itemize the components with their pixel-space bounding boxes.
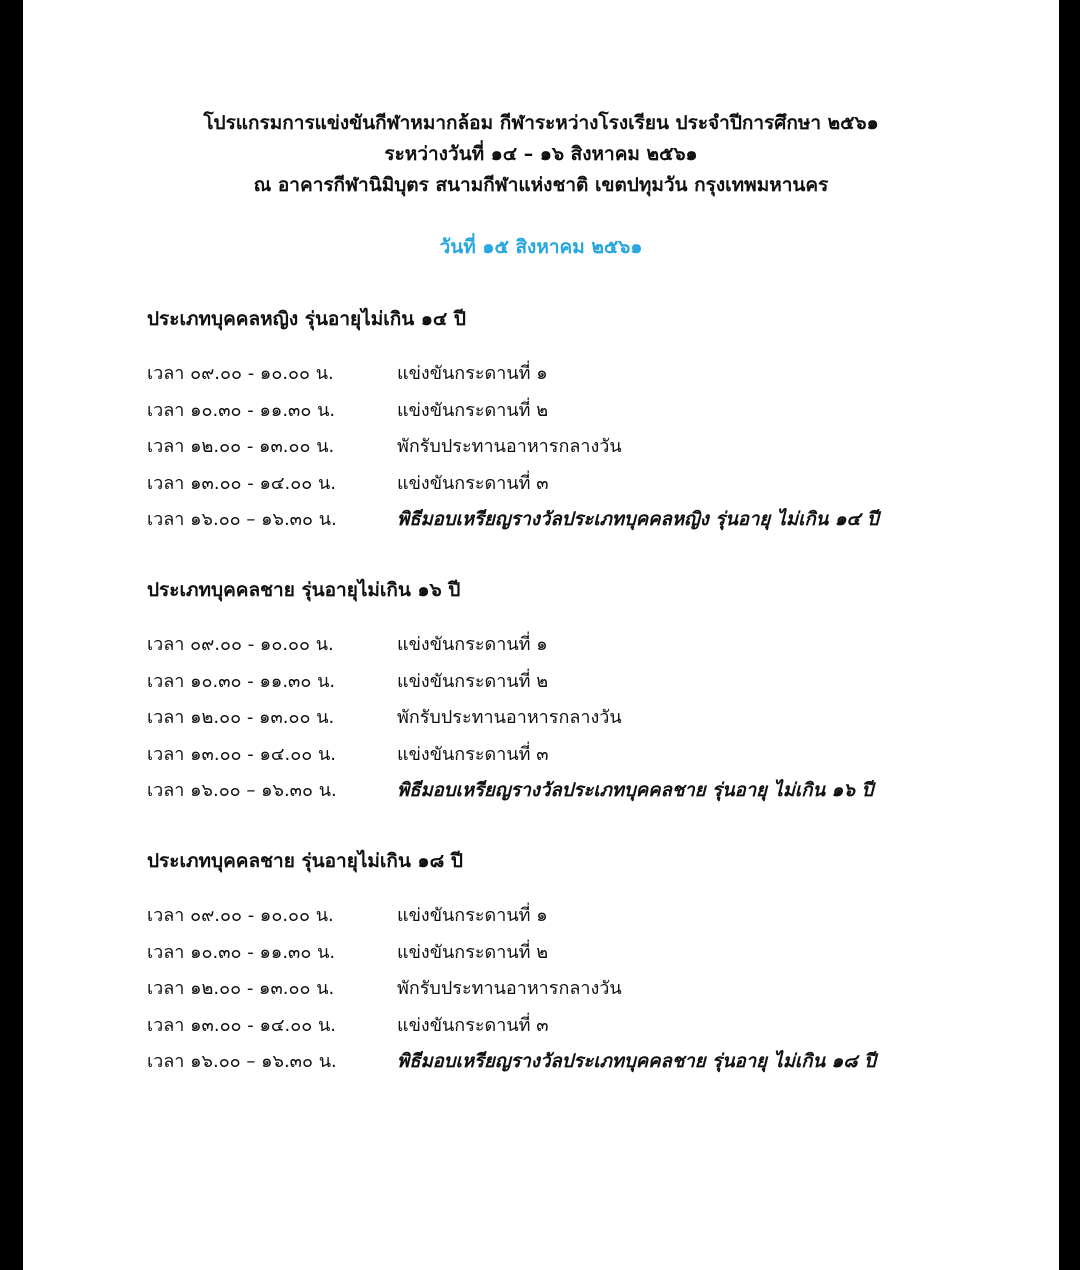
row-activity: พักรับประทานอาหารกลางวัน xyxy=(397,707,622,728)
schedule-row-award xyxy=(147,1044,1027,1081)
document-page xyxy=(23,0,1059,1270)
schedule-row xyxy=(147,971,1027,1008)
row-activity: แข่งขันกระดานที่ ๒ xyxy=(397,399,549,421)
row-activity: แข่งขันกระดานที่ ๓ xyxy=(397,743,549,765)
event-date-range: ระหว่างวันที่ ๑๔ – ๑๖ สิงหาคม ๒๕๖๑ xyxy=(384,143,698,165)
row-time: เวลา ๑๒.๐๐ - ๑๓.๐๐ น. xyxy=(147,978,335,999)
schedule-row xyxy=(147,898,1027,935)
row-time: เวลา ๑๖.๐๐ – ๑๖.๓๐ น. xyxy=(147,1051,337,1072)
schedule-row-award xyxy=(147,502,1027,539)
schedule-date: วันที่ ๑๕ สิงหาคม ๒๕๖๑ xyxy=(439,236,643,258)
schedule-section-boys-u18 xyxy=(147,846,1027,1081)
row-activity: แข่งขันกระดานที่ ๓ xyxy=(397,472,549,494)
row-time: เวลา ๑๖.๐๐ – ๑๖.๓๐ น. xyxy=(147,509,337,530)
row-time: เวลา ๑๒.๐๐ - ๑๓.๐๐ น. xyxy=(147,707,335,728)
row-time: เวลา ๐๙.๐๐ - ๑๐.๐๐ น. xyxy=(147,905,334,926)
section-title: ประเภทบุคคลหญิง รุ่นอายุไม่เกิน ๑๔ ปี xyxy=(147,308,466,330)
schedule-row xyxy=(147,393,1027,430)
row-time: เวลา ๑๐.๓๐ - ๑๑.๓๐ น. xyxy=(147,399,336,421)
row-activity: พักรับประทานอาหารกลางวัน xyxy=(397,978,622,999)
row-time: เวลา ๐๙.๐๐ - ๑๐.๐๐ น. xyxy=(147,363,334,384)
schedule-row xyxy=(147,737,1027,774)
row-activity: พิธีมอบเหรียญรางวัลประเภทบุคคลหญิง รุ่นอายุ ไม่เกิน ๑๔ ปี xyxy=(397,509,879,530)
schedule-row xyxy=(147,664,1027,701)
row-activity: แข่งขันกระดานที่ ๑ xyxy=(397,905,548,926)
row-time: เวลา ๑๖.๐๐ – ๑๖.๓๐ น. xyxy=(147,780,337,801)
schedule-row xyxy=(147,1008,1027,1045)
schedule-section-boys-u16 xyxy=(147,575,1027,810)
section-title: ประเภทบุคคลชาย รุ่นอายุไม่เกิน ๑๖ ปี xyxy=(147,579,461,601)
schedule-row xyxy=(147,466,1027,503)
row-time: เวลา ๐๙.๐๐ - ๑๐.๐๐ น. xyxy=(147,634,334,655)
row-activity: พักรับประทานอาหารกลางวัน xyxy=(397,436,622,457)
row-time: เวลา ๑๒.๐๐ - ๑๓.๐๐ น. xyxy=(147,436,335,457)
schedule-row xyxy=(147,700,1027,737)
row-activity: แข่งขันกระดานที่ ๓ xyxy=(397,1014,549,1036)
row-time: เวลา ๑๓.๐๐ - ๑๔.๐๐ น. xyxy=(147,743,336,765)
schedule-section-girls-u14 xyxy=(147,304,1027,539)
row-time: เวลา ๑๐.๓๐ - ๑๑.๓๐ น. xyxy=(147,670,336,692)
row-activity: แข่งขันกระดานที่ ๒ xyxy=(397,941,549,963)
row-time: เวลา ๑๐.๓๐ - ๑๑.๓๐ น. xyxy=(147,941,336,963)
schedule-row-award xyxy=(147,773,1027,810)
row-activity: พิธีมอบเหรียญรางวัลประเภทบุคคลชาย รุ่นอายุ ไม่เกิน ๑๘ ปี xyxy=(397,1051,876,1072)
schedule-row xyxy=(147,429,1027,466)
schedule-row xyxy=(147,935,1027,972)
row-activity: พิธีมอบเหรียญรางวัลประเภทบุคคลชาย รุ่นอายุ ไม่เกิน ๑๖ ปี xyxy=(397,780,874,801)
row-activity: แข่งขันกระดานที่ ๑ xyxy=(397,363,548,384)
row-time: เวลา ๑๓.๐๐ - ๑๔.๐๐ น. xyxy=(147,472,336,494)
schedule-row xyxy=(147,356,1027,393)
row-activity: แข่งขันกระดานที่ ๒ xyxy=(397,670,549,692)
section-title: ประเภทบุคคลชาย รุ่นอายุไม่เกิน ๑๘ ปี xyxy=(147,850,463,872)
row-activity: แข่งขันกระดานที่ ๑ xyxy=(397,634,548,655)
row-time: เวลา ๑๓.๐๐ - ๑๔.๐๐ น. xyxy=(147,1014,336,1036)
event-venue: ณ อาคารกีฬานิมิบุตร สนามกีฬาแห่งชาติ เขตปทุมวัน กรุงเทพมหานคร xyxy=(253,174,829,196)
schedule-row xyxy=(147,627,1027,664)
document-title: โปรแกรมการแข่งขันกีฬาหมากล้อม กีฬาระหว่างโรงเรียน ประจำปีการศึกษา ๒๕๖๑ xyxy=(203,112,879,134)
